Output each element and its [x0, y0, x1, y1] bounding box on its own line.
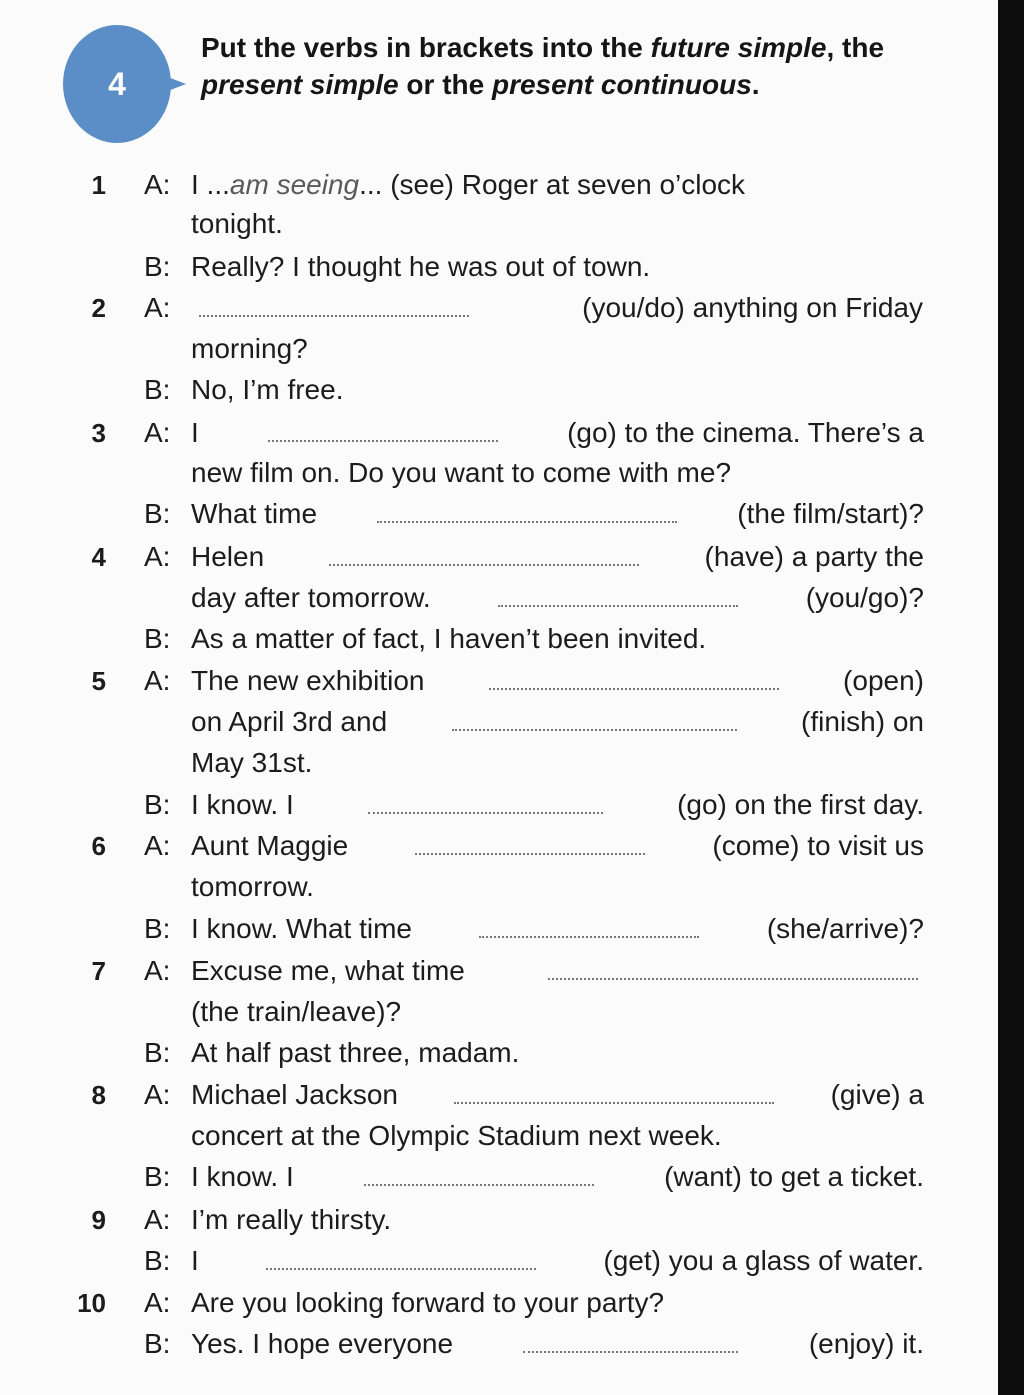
instruction-text-4: . [751, 69, 760, 100]
answer-blank[interactable] [479, 916, 699, 938]
answer-blank[interactable] [452, 709, 737, 731]
text: I ... [191, 169, 230, 200]
speaker-b: B: [144, 789, 171, 820]
answer-blank[interactable] [377, 501, 677, 523]
item-3-line-a [191, 416, 924, 450]
speaker-a: A: [144, 292, 171, 323]
text: ... (see) Roger at seven o’clock [359, 169, 746, 200]
text: Michael Jackson [191, 1079, 398, 1110]
text: I know. I [191, 1161, 294, 1192]
text: (the film/start)? [737, 498, 924, 529]
text: Helen [191, 541, 265, 572]
text: (get) you a glass of water. [603, 1245, 924, 1276]
item-7-line-a [191, 954, 924, 988]
item-5-line-a-cont2: May 31st. [191, 747, 313, 778]
instruction-text-1: Put the verbs in brackets into the [201, 32, 651, 63]
speaker-a: A: [144, 665, 171, 696]
speaker-b: B: [144, 1245, 171, 1276]
text: (want) to get a ticket. [664, 1161, 924, 1192]
text: day after tomorrow. [191, 582, 431, 613]
text: Aunt Maggie [191, 830, 349, 861]
item-2-line-b: No, I’m free. [191, 374, 344, 405]
item-6-line-b [191, 912, 924, 946]
exercise-instruction [201, 29, 901, 103]
item-6-line-a-cont: tomorrow. [191, 871, 314, 902]
speaker-b: B: [144, 374, 171, 405]
text: (you/go)? [805, 582, 924, 613]
speaker-b: B: [144, 1037, 171, 1068]
answer-blank[interactable] [498, 585, 738, 607]
speaker-a: A: [144, 541, 171, 572]
speaker-a: A: [144, 830, 171, 861]
text: on April 3rd and [191, 706, 388, 737]
text: I [191, 417, 199, 448]
text: I know. What time [191, 913, 412, 944]
speaker-b: B: [144, 623, 171, 654]
instruction-text-3: or the [398, 69, 492, 100]
instruction-text-2: , the [826, 32, 885, 63]
item-number: 2 [91, 293, 106, 323]
answer-blank[interactable] [266, 1248, 536, 1270]
speaker-a: A: [144, 169, 171, 200]
speaker-b: B: [144, 1161, 171, 1192]
text: I [191, 1245, 199, 1276]
text: (open) [843, 665, 924, 696]
answer-blank[interactable] [268, 420, 498, 442]
answer-blank[interactable] [364, 1164, 594, 1186]
exercise-number: 4 [108, 65, 126, 102]
text: (you/do) anything on Friday [582, 292, 923, 323]
text: The new exhibition [191, 665, 425, 696]
answer-blank[interactable] [489, 668, 779, 690]
speaker-a: A: [144, 417, 171, 448]
speaker-a: A: [144, 1204, 171, 1235]
item-8-line-a-cont: concert at the Olympic Stadium next week. [191, 1120, 722, 1151]
text: What time [191, 498, 318, 529]
text: I know. I [191, 789, 294, 820]
item-9-line-b [191, 1244, 924, 1278]
example-answer: am seeing [229, 169, 360, 200]
text: (she/arrive)? [766, 913, 924, 944]
speaker-b: B: [144, 913, 171, 944]
text: (give) a [830, 1079, 924, 1110]
item-2-line-a [191, 291, 923, 325]
item-7-line-a-cont: (the train/leave)? [191, 996, 402, 1027]
item-1-line-a-cont: tonight. [191, 208, 283, 239]
speaker-b: B: [144, 251, 171, 282]
text: Yes. I hope everyone [191, 1328, 454, 1359]
item-number: 9 [91, 1205, 106, 1235]
answer-blank[interactable] [548, 958, 918, 980]
item-1-line-a [191, 168, 745, 202]
item-2-line-a-cont: morning? [191, 333, 308, 364]
text: (go) on the first day. [677, 789, 924, 820]
item-number: 7 [91, 956, 106, 986]
item-5-line-b [191, 788, 924, 822]
item-1-line-b: Really? I thought he was out of town. [191, 251, 651, 282]
answer-blank[interactable] [199, 295, 469, 317]
item-number: 8 [91, 1080, 106, 1110]
text: (finish) on [801, 706, 924, 737]
answer-blank[interactable] [523, 1331, 738, 1353]
item-number: 4 [91, 542, 106, 572]
speaker-b: B: [144, 498, 171, 529]
item-3-line-a-cont: new film on. Do you want to come with me? [191, 457, 732, 488]
text: (go) to the cinema. There’s a [567, 417, 924, 448]
answer-blank[interactable] [368, 792, 603, 814]
item-number: 5 [91, 666, 106, 696]
item-9-line-a: I’m really thirsty. [191, 1204, 392, 1235]
exercise-number-badge [63, 25, 171, 143]
item-10-line-a: Are you looking forward to your party? [191, 1287, 665, 1318]
text: (have) a party the [704, 541, 924, 572]
item-8-line-a [191, 1078, 924, 1112]
item-number: 6 [91, 831, 106, 861]
item-number: 1 [91, 170, 106, 200]
speaker-a: A: [144, 1287, 171, 1318]
screen-edge-bar [998, 0, 1024, 1395]
badge-pointer [160, 74, 186, 94]
text: (come) to visit us [712, 830, 924, 861]
instruction-tense-3: present continuous [491, 69, 752, 100]
text: (enjoy) it. [808, 1328, 924, 1359]
item-8-line-b [191, 1160, 924, 1194]
item-6-line-a [191, 829, 924, 863]
item-10-line-b [191, 1327, 924, 1361]
text: Excuse me, what time [191, 955, 465, 986]
item-number: 10 [77, 1288, 106, 1318]
item-4-line-a [191, 540, 924, 574]
item-4-line-b: As a matter of fact, I haven’t been invited. [191, 623, 707, 654]
speaker-b: B: [144, 1328, 171, 1359]
item-3-line-b [191, 497, 924, 531]
instruction-tense-1: future simple [650, 32, 827, 63]
answer-blank[interactable] [329, 544, 639, 566]
item-5-line-a-cont [191, 705, 924, 739]
item-7-line-b: At half past three, madam. [191, 1037, 520, 1068]
item-4-line-a-cont [191, 581, 924, 615]
answer-blank[interactable] [415, 833, 645, 855]
speaker-a: A: [144, 1079, 171, 1110]
instruction-tense-2: present simple [201, 69, 399, 100]
item-number: 3 [91, 418, 106, 448]
speaker-a: A: [144, 955, 171, 986]
item-5-line-a [191, 664, 924, 698]
answer-blank[interactable] [454, 1082, 774, 1104]
